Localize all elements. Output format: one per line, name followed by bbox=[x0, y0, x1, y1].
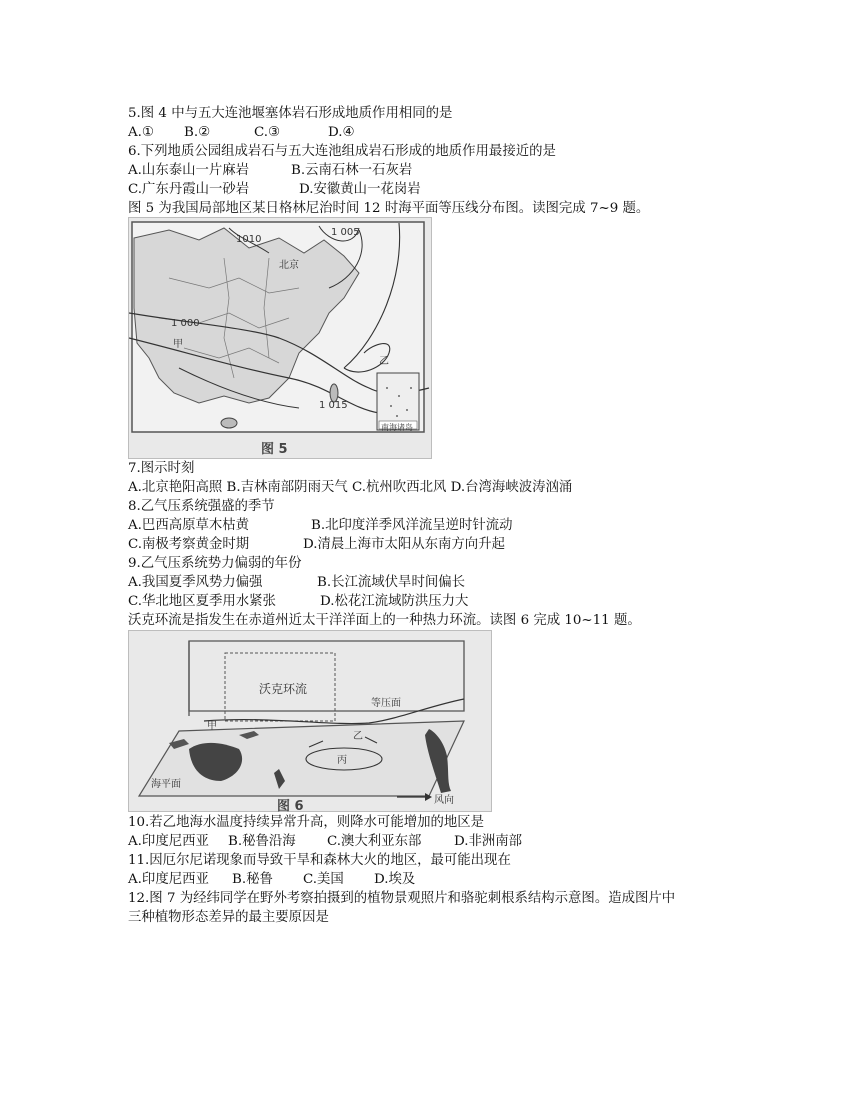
label-yi: 乙 bbox=[353, 731, 363, 742]
q5-options bbox=[128, 124, 355, 141]
isobaric-surface-label: 等压面 bbox=[371, 698, 401, 709]
q6-options-row2 bbox=[128, 181, 421, 198]
q10-stem: 10.若乙地海水温度持续异常升高，则降水可能增加的地区是 bbox=[128, 815, 485, 830]
q6-option-c: C.广东丹霞山一砂岩 bbox=[128, 182, 250, 197]
q9-option-b: B.长江流域伏旱时间偏长 bbox=[317, 575, 466, 590]
q8-options-row1 bbox=[128, 517, 513, 534]
inset-label: 南海诸岛 bbox=[381, 423, 413, 432]
q5-option-b: B.② bbox=[184, 125, 211, 140]
isobar-label-1000: 1 000 bbox=[171, 318, 200, 329]
q9-options-row1 bbox=[128, 574, 465, 591]
q9-option-d: D.松花江流域防洪压力大 bbox=[320, 594, 469, 609]
q10-option-b: B.秘鲁沿海 bbox=[228, 834, 296, 849]
q11-option-a: A.印度尼西亚 bbox=[128, 872, 209, 887]
q5-stem: 5.图 4 中与五大连池堰塞体岩石形成地质作用相同的是 bbox=[128, 106, 453, 121]
label-bing: 丙 bbox=[337, 755, 347, 766]
isobar-label-1010: 1010 bbox=[236, 234, 262, 245]
q9-option-c: C.华北地区夏季用水紧张 bbox=[128, 594, 276, 609]
q12-stem-line2: 三种植物形态差异的最主要原因是 bbox=[128, 910, 329, 925]
beijing-label: 北京 bbox=[279, 260, 299, 271]
intro-7-9: 图 5 为我国局部地区某日格林尼治时间 12 时海平面等压线分布图。读图完成 7~9 题。 bbox=[128, 201, 650, 216]
q10-options bbox=[128, 833, 522, 850]
q11-options bbox=[128, 871, 415, 888]
q11-option-c: C.美国 bbox=[303, 872, 344, 887]
q10-option-c: C.澳大利亚东部 bbox=[327, 834, 422, 849]
q9-stem: 9.乙气压系统势力偏弱的年份 bbox=[128, 556, 302, 571]
q8-stem: 8.乙气压系统强盛的季节 bbox=[128, 499, 275, 514]
q9-options-row2 bbox=[128, 593, 468, 610]
q6-options-row1 bbox=[128, 162, 412, 179]
q8-option-a: A.巴西高原草木枯黄 bbox=[128, 518, 250, 533]
q5-option-a: A.① bbox=[128, 125, 154, 140]
q11-stem: 11.因厄尔尼诺现象而导致干旱和森林大火的地区，最可能出现在 bbox=[128, 853, 511, 868]
figure-6-drawing bbox=[129, 631, 491, 811]
sea-level-label: 海平面 bbox=[151, 779, 181, 790]
isobar-label-1015: 1 015 bbox=[319, 400, 348, 411]
figure-5-map bbox=[128, 217, 432, 459]
q11-option-b: B.秘鲁 bbox=[232, 872, 273, 887]
q8-option-c: C.南极考察黄金时期 bbox=[128, 537, 250, 552]
q5-option-d: D.④ bbox=[328, 125, 355, 140]
q10-option-d: D.非洲南部 bbox=[454, 834, 523, 849]
figure-6-diagram bbox=[128, 630, 492, 812]
q7-stem: 7.图示时刻 bbox=[128, 461, 195, 476]
q8-options-row2 bbox=[128, 536, 505, 553]
walker-circulation-label: 沃克环流 bbox=[259, 682, 308, 696]
q6-option-d: D.安徽黄山一花岗岩 bbox=[299, 182, 421, 197]
wind-direction-label: 风向 bbox=[434, 795, 454, 806]
figure-5-caption: 图 5 bbox=[261, 442, 288, 457]
label-jia: 甲 bbox=[173, 339, 183, 350]
q12-stem-line1: 12.图 7 为经纬同学在野外考察拍摄到的植物景观照片和骆驼刺根系结构示意图。造成图片中 bbox=[128, 891, 676, 906]
isobar-label-1005: 1 005 bbox=[331, 227, 360, 238]
q5-option-c: C.③ bbox=[254, 125, 281, 140]
label-jia: 甲 bbox=[207, 721, 217, 732]
q8-option-d: D.清晨上海市太阳从东南方向升起 bbox=[303, 537, 505, 552]
q7-options: A.北京艳阳高照 B.吉林南部阴雨天气 C.杭州吹西北风 D.台湾海峡波涛汹涌 bbox=[128, 480, 573, 495]
intro-10-11: 沃克环流是指发生在赤道州近太干洋洋面上的一种热力环流。读图 6 完成 10~11 题。 bbox=[128, 613, 641, 628]
q10-option-a: A.印度尼西亚 bbox=[128, 834, 209, 849]
q6-stem: 6.下列地质公园组成岩石与五大连池组成岩石形成的地质作用最接近的是 bbox=[128, 144, 556, 159]
q6-option-a: A.山东泰山一片麻岩 bbox=[128, 163, 250, 178]
q9-option-a: A.我国夏季风势力偏强 bbox=[128, 575, 263, 590]
figure-6-caption: 图 6 bbox=[277, 799, 304, 814]
q6-option-b: B.云南石林一石灰岩 bbox=[291, 163, 413, 178]
q8-option-b: B.北印度洋季风洋流呈逆时针流动 bbox=[311, 518, 513, 533]
q11-option-d: D.埃及 bbox=[374, 872, 416, 887]
label-yi: 乙 bbox=[379, 356, 389, 367]
